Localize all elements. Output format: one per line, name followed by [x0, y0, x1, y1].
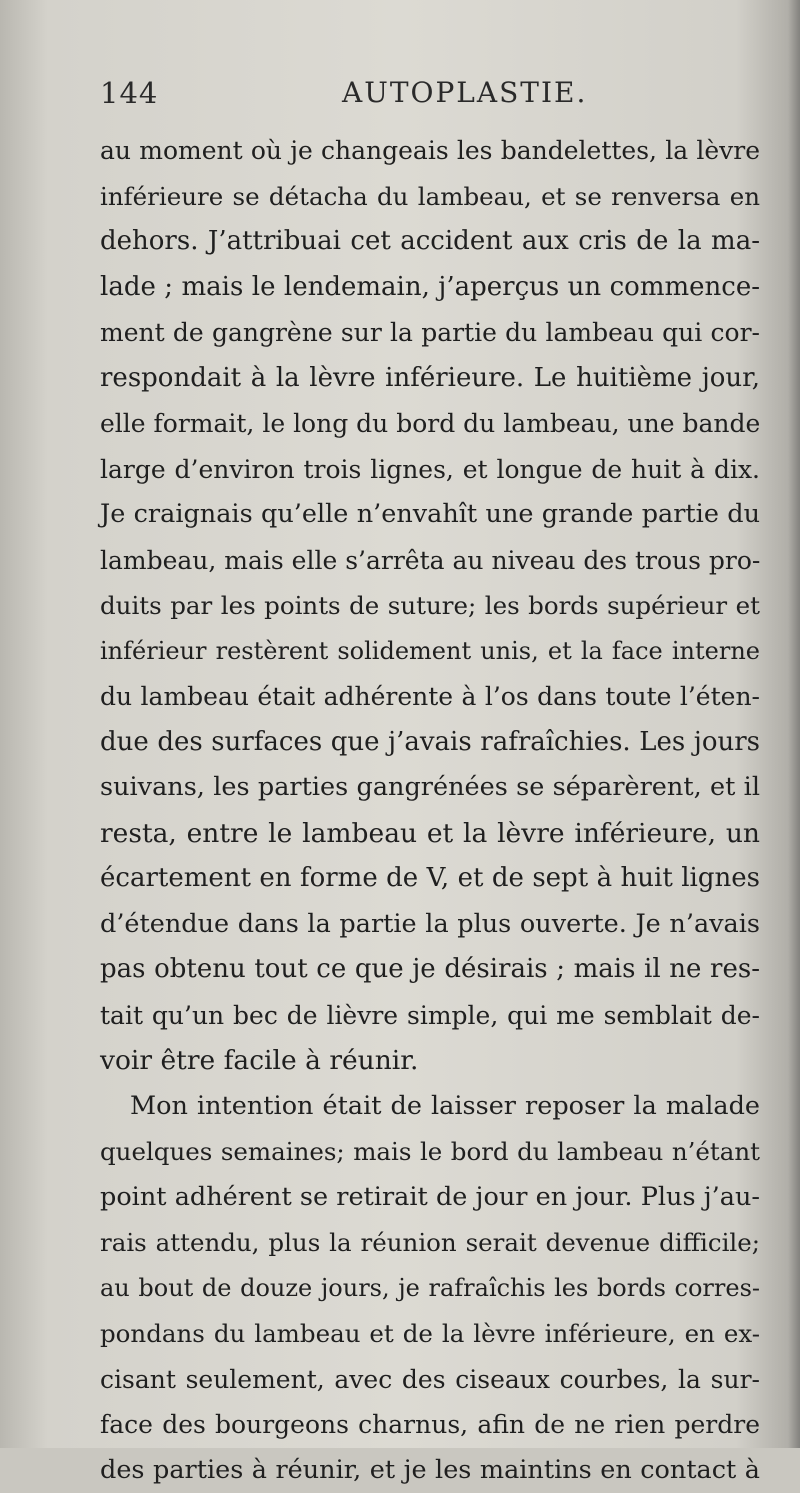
text-line: rais attendu, plus la réunion serait devenue difficile;	[100, 1220, 760, 1266]
text-line: quelques semaines; mais le bord du lambeau n’étant	[100, 1129, 760, 1175]
text-line: au bout de douze jours, je rafraîchis les bords corres-	[100, 1266, 760, 1312]
text-line: face des bourgeons charnus, afin de ne rien perdre	[100, 1402, 760, 1448]
text-line: pondans du lambeau et de la lèvre inférieure, en ex-	[100, 1311, 760, 1357]
text-line: ment de gangrène sur la partie du lambeau qui cor-	[100, 310, 760, 356]
text-line: du lambeau était adhérente à l’os dans toute l’éten-	[100, 674, 760, 720]
text-line: large d’environ trois lignes, et longue de huit à dix.	[100, 447, 760, 493]
text-line: respondait à la lèvre inférieure. Le huitième jour,	[100, 356, 760, 402]
text-line: lambeau, mais elle s’arrêta au niveau des trous pro-	[100, 538, 760, 584]
paragraph-first-line: Mon intention était de laisser reposer la malade	[100, 1084, 760, 1130]
text-line: lade ; mais le lendemain, j’aperçus un commence-	[100, 265, 760, 311]
text-line: dehors. J’attribuai cet accident aux cris de la ma-	[100, 219, 760, 265]
text-line: resta, entre le lambeau et la lèvre inférieure, un	[100, 811, 760, 857]
text-line: duits par les points de suture; les bords supérieur et	[100, 583, 760, 629]
page-header	[100, 76, 760, 116]
text-line: due des surfaces que j’avais rafraîchies. Les jours	[100, 720, 760, 766]
text-line: inférieur restèrent solidement unis, et la face interne	[100, 629, 760, 675]
text-line: inférieure se détacha du lambeau, et se renversa en	[100, 174, 760, 220]
page-edge-shadow	[788, 0, 800, 1448]
text-line: point adhérent se retirait de jour en jour. Plus j’au-	[100, 1175, 760, 1221]
text-line: elle formait, le long du bord du lambeau, une bande	[100, 401, 760, 447]
text-line: d’étendue dans la partie la plus ouverte. Je n’avais	[100, 902, 760, 948]
text-line: suivans, les parties gangrénées se séparèrent, et il	[100, 765, 760, 811]
text-line: pas obtenu tout ce que je désirais ; mais il ne res-	[100, 947, 760, 993]
text-line: au moment où je changeais les bandelettes, la lèvre	[100, 128, 760, 174]
text-line: tait qu’un bec de lièvre simple, qui me semblait de-	[100, 993, 760, 1039]
text-line: Je craignais qu’elle n’envahît une grande partie du	[100, 492, 760, 538]
text-line: des parties à réunir, et je les maintins en contact à	[100, 1448, 760, 1493]
running-title: AUTOPLASTIE.	[342, 76, 587, 109]
text-line: écartement en forme de V, et de sept à huit lignes	[100, 856, 760, 902]
body-text	[100, 128, 760, 1493]
paragraph-last-line: voir être facile à réunir.	[100, 1038, 760, 1084]
page-number: 144	[100, 76, 158, 110]
text-line: cisant seulement, avec des ciseaux courbes, la sur-	[100, 1357, 760, 1403]
